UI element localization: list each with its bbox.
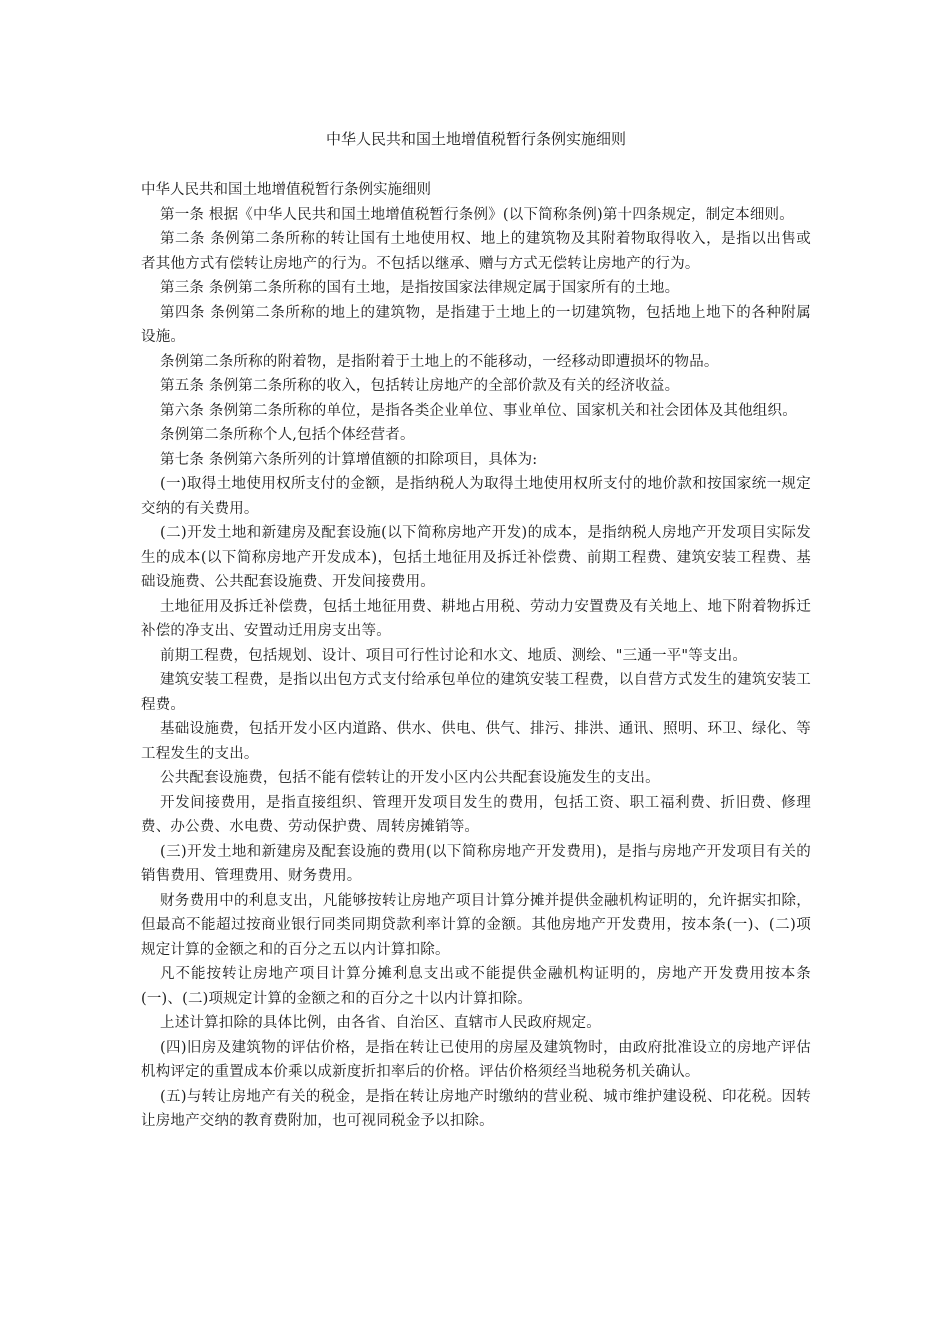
paragraph-article-1: 第一条 根据《中华人民共和国土地增值税暂行条例》(以下简称条例)第十四条规定，制定本细则。 — [160, 206, 794, 223]
paragraph-article-6: 第六条 条例第二条所称的单位，是指各类企业单位、事业单位、国家机关和社会团体及其他组织。 — [160, 402, 797, 419]
paragraph-article-4-attachments: 条例第二条所称的附着物，是指附着于土地上的不能移动，一经移动即遭损坏的物品。 — [160, 353, 719, 370]
paragraph-no-proof-deduction: 凡不能按转让房地产项目计算分摊利息支出或不能提供金融机构证明的，房地产开发费用按本条(一)、(二)项规定计算的金额之和的百分之十以内计算扣除。 — [141, 966, 811, 1007]
paragraph-article-7: 第七条 条例第六条所列的计算增值额的扣除项目，具体为: — [160, 451, 538, 468]
paragraph-item-4: (四)旧房及建筑物的评估价格，是指在转让已使用的房屋及建筑物时，由政府批准设立的房地产评估机构评定的重置成本价乘以成新度折扣率后的价格。评估价格须经当地税务机关确认。 — [141, 1039, 811, 1080]
paragraph-infrastructure-costs: 基础设施费，包括开发小区内道路、供水、供电、供气、排污、排洪、通讯、照明、环卫、绿化、等工程发生的支出。 — [141, 721, 811, 762]
paragraph-article-4: 第四条 条例第二条所称的地上的建筑物，是指建于土地上的一切建筑物，包括地上地下的各种附属设施。 — [141, 304, 811, 345]
document-subtitle: 中华人民共和国土地增值税暂行条例实施细则 — [141, 182, 431, 198]
paragraph-item-2: (二)开发土地和新建房及配套设施(以下简称房地产开发)的成本，是指纳税人房地产开发项目实际发生的成本(以下简称房地产开发成本)，包括土地征用及拆迁补偿费、前期工程费、建筑安装工程费、基础设施费、公共配套设施费、开发间接费用。 — [141, 525, 811, 590]
document-body — [141, 178, 811, 1134]
paragraph-provincial-ratio: 上述计算扣除的具体比例，由各省、自治区、直辖市人民政府规定。 — [160, 1015, 601, 1031]
paragraph-land-compensation: 土地征用及拆迁补偿费，包括土地征用费、耕地占用税、劳动力安置费及有关地上、地下附着物拆迁补偿的净支出、安置动迁用房支出等。 — [141, 598, 811, 639]
paragraph-article-5: 第五条 条例第二条所称的收入，包括转让房地产的全部价款及有关的经济收益。 — [160, 378, 680, 394]
paragraph-preliminary-costs: 前期工程费，包括规划、设计、项目可行性讨论和水文、地质、测绘、"三通一平"等支出。 — [160, 647, 748, 664]
paragraph-interest-expenses: 财务费用中的利息支出，凡能够按转让房地产项目计算分摊并提供金融机构证明的，允许据实扣除，但最高不能超过按商业银行同类同期贷款利率计算的金额。其他房地产开发费用，按本条(一)、(二)项规定计算的金额之和的百分之五以内计算扣除。 — [141, 892, 811, 958]
paragraph-article-6-individuals: 条例第二条所称个人,包括个体经营者。 — [160, 427, 415, 443]
document-title: 中华人民共和国土地增值税暂行条例实施细则 — [325, 130, 626, 148]
paragraph-article-3: 第三条 条例第二条所称的国有土地，是指按国家法律规定属于国家所有的土地。 — [160, 280, 680, 296]
paragraph-article-2: 第二条 条例第二条所称的转让国有土地使用权、地上的建筑物及其附着物取得收入，是指以出售或者其他方式有偿转让房地产的行为。不包括以继承、赠与方式无偿转让房地产的行为。 — [141, 231, 811, 272]
paragraph-item-3: (三)开发土地和新建房及配套设施的费用(以下简称房地产开发费用)，是指与房地产开发项目有关的销售费用、管理费用、财务费用。 — [141, 843, 811, 884]
paragraph-indirect-costs: 开发间接费用，是指直接组织、管理开发项目发生的费用，包括工资、职工福利费、折旧费、修理费、办公费、水电费、劳动保护费、周转房摊销等。 — [141, 794, 811, 835]
paragraph-item-5: (五)与转让房地产有关的税金，是指在转让房地产时缴纳的营业税、城市维护建设税、印花税。因转让房地产交纳的教育费附加，也可视同税金予以扣除。 — [141, 1088, 811, 1129]
paragraph-public-facilities: 公共配套设施费，包括不能有偿转让的开发小区内公共配套设施发生的支出。 — [160, 770, 660, 786]
paragraph-construction-costs: 建筑安装工程费，是指以出包方式支付给承包单位的建筑安装工程费，以自营方式发生的建筑安装工程费。 — [141, 672, 811, 713]
paragraph-item-1: (一)取得土地使用权所支付的金额，是指纳税人为取得土地使用权所支付的地价款和按国家统一规定交纳的有关费用。 — [141, 476, 811, 517]
